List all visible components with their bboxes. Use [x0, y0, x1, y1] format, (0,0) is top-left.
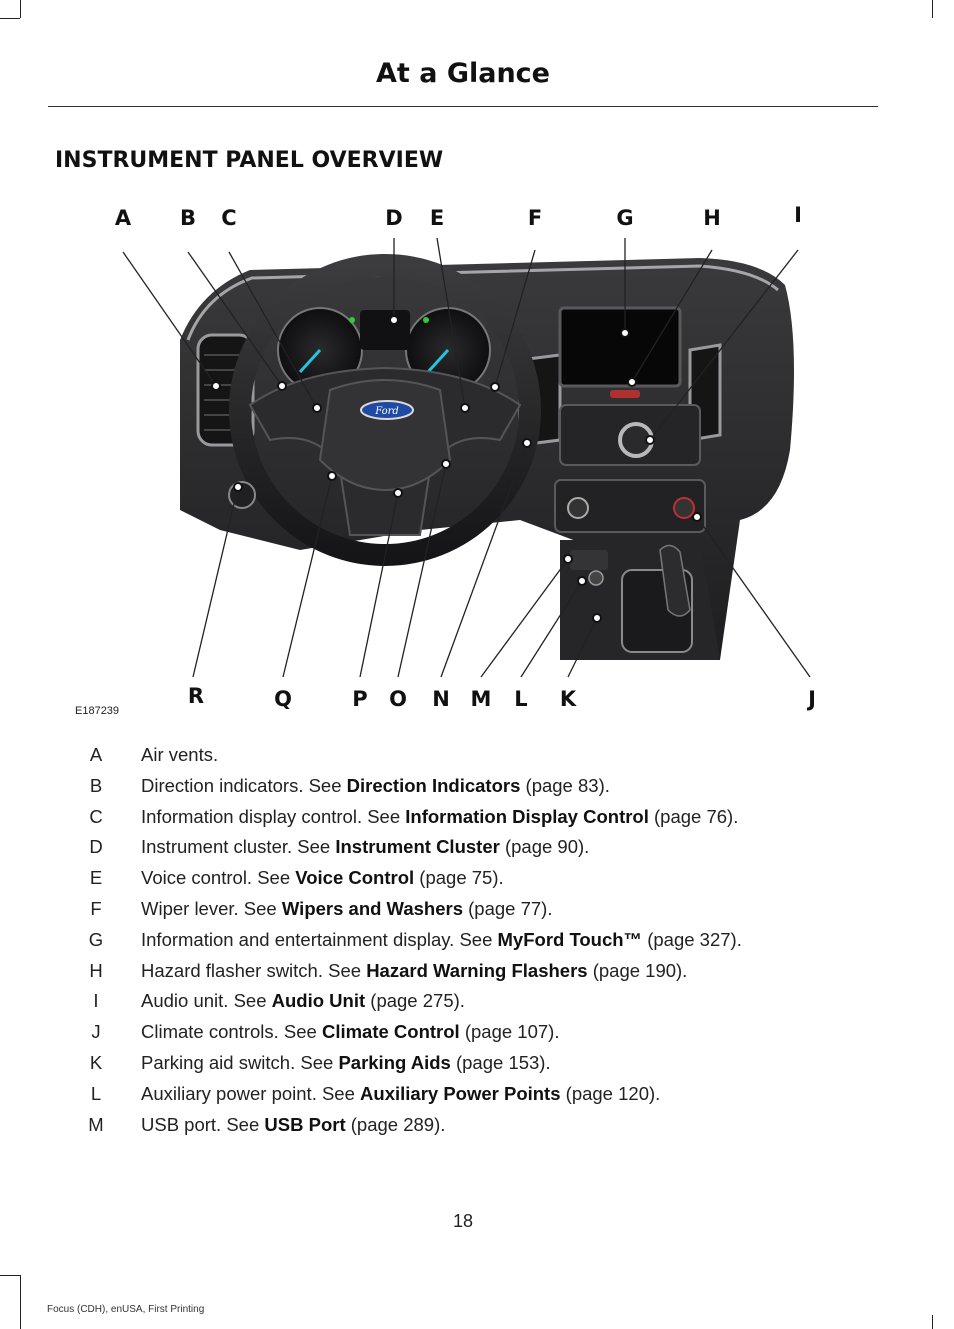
legend-description: Auxiliary power point. See Auxiliary Power Points (page 120). — [141, 1082, 661, 1104]
list-item — [85, 806, 905, 837]
legend-description: Direction indicators. See Direction Indicators (page 83). — [141, 774, 610, 796]
crop-mark — [0, 18, 20, 19]
cross-reference-link[interactable]: Audio Unit — [271, 990, 366, 1012]
callout-label-l: L — [514, 687, 528, 711]
legend-letter: K — [89, 1051, 103, 1073]
crop-mark — [932, 1315, 933, 1329]
legend-description: Audio unit. See Audio Unit (page 275). — [141, 990, 465, 1012]
list-item — [85, 836, 905, 867]
legend-letter: H — [89, 959, 103, 981]
callout-label-k: K — [559, 687, 577, 711]
callout-label-i: I — [794, 203, 802, 227]
legend-description: Instrument cluster. See Instrument Cluster (page 90). — [141, 836, 590, 858]
figure-id: E187239 — [75, 705, 120, 717]
list-item — [85, 1021, 905, 1052]
cross-reference-link[interactable]: Instrument Cluster — [335, 836, 500, 858]
cross-reference-link[interactable]: Wipers and Washers — [281, 897, 463, 919]
callout-label-e: E — [429, 206, 445, 230]
legend-description: Hazard flasher switch. See Hazard Warning Flashers (page 190). — [141, 959, 688, 981]
crop-mark — [20, 0, 21, 18]
ford-badge-text: Ford — [375, 406, 399, 417]
header-divider — [48, 106, 878, 107]
instrument-panel-figure — [0, 190, 954, 730]
callout-label-j: J — [808, 687, 816, 711]
cross-reference-link[interactable]: MyFord Touch™ — [497, 928, 643, 950]
cross-reference-link[interactable]: USB Port — [264, 1113, 346, 1135]
legend-description: USB port. See USB Port (page 289). — [141, 1113, 446, 1135]
legend-description: Information display control. See Information Display Control (page 76). — [141, 805, 739, 827]
info-display-center — [360, 310, 410, 350]
legend-letter: B — [89, 774, 103, 796]
callout-label-q: Q — [274, 687, 292, 711]
legend-letter: I — [93, 990, 99, 1012]
cross-reference-link[interactable]: Parking Aids — [338, 1051, 451, 1073]
legend-letter: F — [90, 897, 102, 919]
callout-label-n: N — [432, 687, 450, 711]
footer-text: Focus (CDH), enUSA, First Printing — [47, 1304, 205, 1315]
crop-mark — [20, 1275, 21, 1329]
legend-letter: L — [90, 1082, 102, 1104]
climate-knob — [674, 498, 694, 518]
cross-reference-link[interactable]: Climate Control — [321, 1021, 460, 1043]
legend-list — [85, 744, 905, 1144]
infotainment-display — [560, 308, 680, 386]
callout-label-r: R — [187, 684, 205, 708]
callout-label-d: D — [385, 206, 403, 230]
cross-reference-link[interactable]: Voice Control — [295, 867, 415, 889]
legend-letter: J — [91, 1021, 101, 1043]
cross-reference-link[interactable]: Direction Indicators — [346, 774, 521, 796]
list-item — [85, 1083, 905, 1114]
hazard-switch — [610, 390, 640, 398]
list-item — [85, 867, 905, 898]
callout-label-a: A — [114, 206, 132, 230]
list-item — [85, 929, 905, 960]
callout-label-f: F — [527, 206, 543, 230]
callout-label-o: O — [389, 687, 407, 711]
legend-letter: D — [89, 836, 103, 858]
cross-reference-link[interactable]: Hazard Warning Flashers — [366, 959, 588, 981]
legend-description: Air vents. — [141, 744, 219, 765]
list-item — [85, 744, 905, 775]
cross-reference-link[interactable]: Auxiliary Power Points — [360, 1082, 561, 1104]
crop-mark — [932, 0, 933, 18]
legend-description: Parking aid switch. See Parking Aids (page 153). — [141, 1051, 551, 1073]
callout-label-p: P — [352, 687, 368, 711]
list-item — [85, 990, 905, 1021]
list-item — [85, 960, 905, 991]
legend-letter: G — [88, 928, 104, 950]
legend-letter: M — [88, 1113, 104, 1135]
legend-description: Wiper lever. See Wipers and Washers (page 77). — [141, 897, 553, 919]
cross-reference-link[interactable]: Information Display Control — [405, 805, 649, 827]
legend-letter: C — [89, 805, 103, 827]
callout-label-h: H — [703, 206, 721, 230]
legend-description: Voice control. See Voice Control (page 75). — [141, 867, 504, 889]
list-item — [85, 1052, 905, 1083]
section-title: INSTRUMENT PANEL OVERVIEW — [55, 148, 444, 173]
callout-label-g: G — [616, 206, 634, 230]
callout-label-c: C — [221, 206, 237, 230]
list-item — [85, 775, 905, 806]
list-item — [85, 1114, 905, 1145]
callout-label-b: B — [179, 206, 196, 230]
callout-label-m: M — [470, 687, 492, 711]
legend-description: Climate controls. See Climate Control (page 107). — [141, 1021, 560, 1043]
legend-description: Information and entertainment display. See MyFord Touch™ (page 327). — [141, 928, 742, 950]
page-header-title: At a Glance — [376, 58, 550, 89]
crop-mark — [0, 1275, 20, 1276]
page-number: 18 — [452, 1211, 474, 1231]
legend-letter: A — [89, 744, 103, 765]
dashboard-illustration — [0, 190, 954, 730]
list-item — [85, 898, 905, 929]
legend-letter: E — [89, 867, 103, 889]
